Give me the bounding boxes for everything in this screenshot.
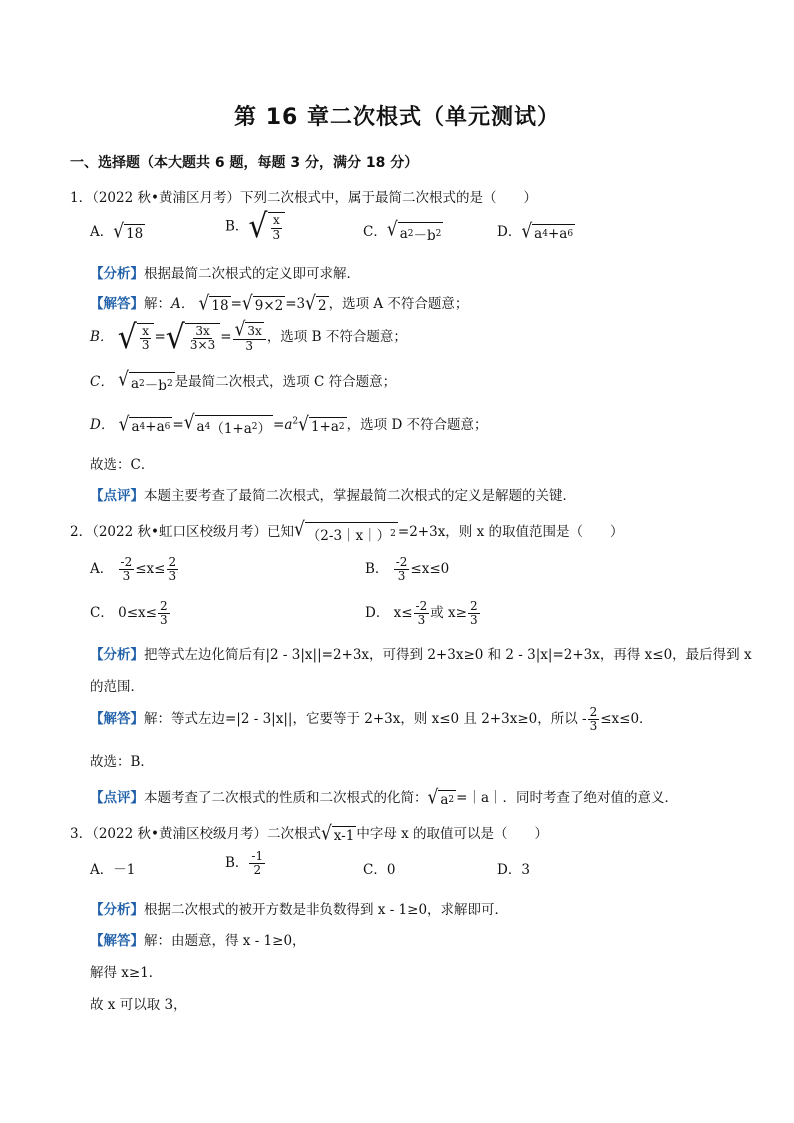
q2-option-c: C． 0≤x≤ $\frac{2}{3}$ [90,599,168,628]
q3-solution-line3: 故 x 可以取 3， [90,997,187,1013]
q2-option-d: D． x≤ $\frac{-2}{3}$ 或 x≥ $\frac{2}{3}$ [365,599,478,628]
q3-option-c: C．0 [363,862,396,878]
q3-option-a: A．－1 [90,862,136,878]
q3-option-b: B． $\frac{-1}{2}$ [225,849,264,878]
q1-option-b: B． √ $\frac{x}{3}$ [225,212,285,242]
q2-solution: 【解答】解：等式左边=|2 - 3|x||，它要等于 2+3x，则 x≤0 且 2+3x≥0，所以 - $\frac{2}{3}$ ≤x≤0． [90,705,653,734]
q2-analysis-cont: 的范围． [90,679,144,695]
q1-solution-a: 【解答】解：A． √ 18 = √ 9×2 =3 √ 2 ，选项 A 不符合题意； [90,291,469,315]
q2-option-b: B． $\frac{-2}{3}$ ≤x≤0 [365,555,450,584]
q1-option-c: C． √ a 2 －b 2 [363,217,442,244]
q1-solution-c: C． √ a 2 －b 2 是最简二次根式，选项 C 符合题意； [90,367,397,394]
question-1-stem: 1．（2022 秋•黄浦区月考）下列二次根式中，属于最简二次根式的是（ ） [70,190,537,206]
q1-solution-b: B． √ $\frac{x}{3}$ = √ $\frac{3x}{3\times 3}$ = √ 3x 3 ，选项 B 不符合题意； [90,317,407,357]
q1-comment: 【点评】本题主要考查了最简二次根式，掌握最简二次根式的定义是解题的关键． [90,488,576,504]
q1-solution-d: D． √ a 4 +a 6 = √ a 4 （1+a 2 ） $=a^2$ √ 1+a 2 ，选项 D 不符合题意； [90,410,488,437]
q2-analysis: 【分析】把等式左边化简后有|2 - 3|x||=2+3x，可得到 2+3x≥0 和 2 - 3|x|=2+3x，再得 x≤0，最后得到 x [90,647,752,663]
question-2-stem: 2．（2022 秋•虹口区校级月考）已知 √ （2-3｜x｜） 2 =2+3x，则 x 的取值范围是（ ） [70,517,624,544]
q3-solution: 【解答】解：由题意，得 x - 1≥0， [90,933,306,949]
q1-analysis: 【分析】根据最简二次根式的定义即可求解． [90,266,360,282]
q1-option-a: A． √ 18 [90,219,144,243]
q1-option-d: D． √ a 4 +a 6 [497,219,574,243]
q3-option-d: D．3 [497,862,530,878]
page-title: 第 16 章二次根式（单元测试） [234,105,560,130]
q3-analysis: 【分析】根据二次根式的被开方数是非负数得到 x - 1≥0，求解即可． [90,902,509,918]
question-3-stem: 3．（2022 秋•黄浦区校级月考）二次根式 √ x-1 中字母 x 的取值可以是（ ） [70,821,549,845]
q2-answer: 故选：B． [90,754,154,770]
section-heading: 一、选择题（本大题共 6 题，每题 3 分，满分 18 分） [70,155,419,171]
q1-answer: 故选：C． [90,457,155,473]
q3-solution-line2: 解得 x≥1． [90,965,163,981]
q2-comment: 【点评】本题考查了二次根式的性质和二次根式的化简： √ a 2 =｜a｜．同时考查了绝对值的意义． [90,785,679,809]
q2-option-a: A． $\frac{-2}{3}$ ≤x≤ $\frac{2}{3}$ [90,555,177,584]
